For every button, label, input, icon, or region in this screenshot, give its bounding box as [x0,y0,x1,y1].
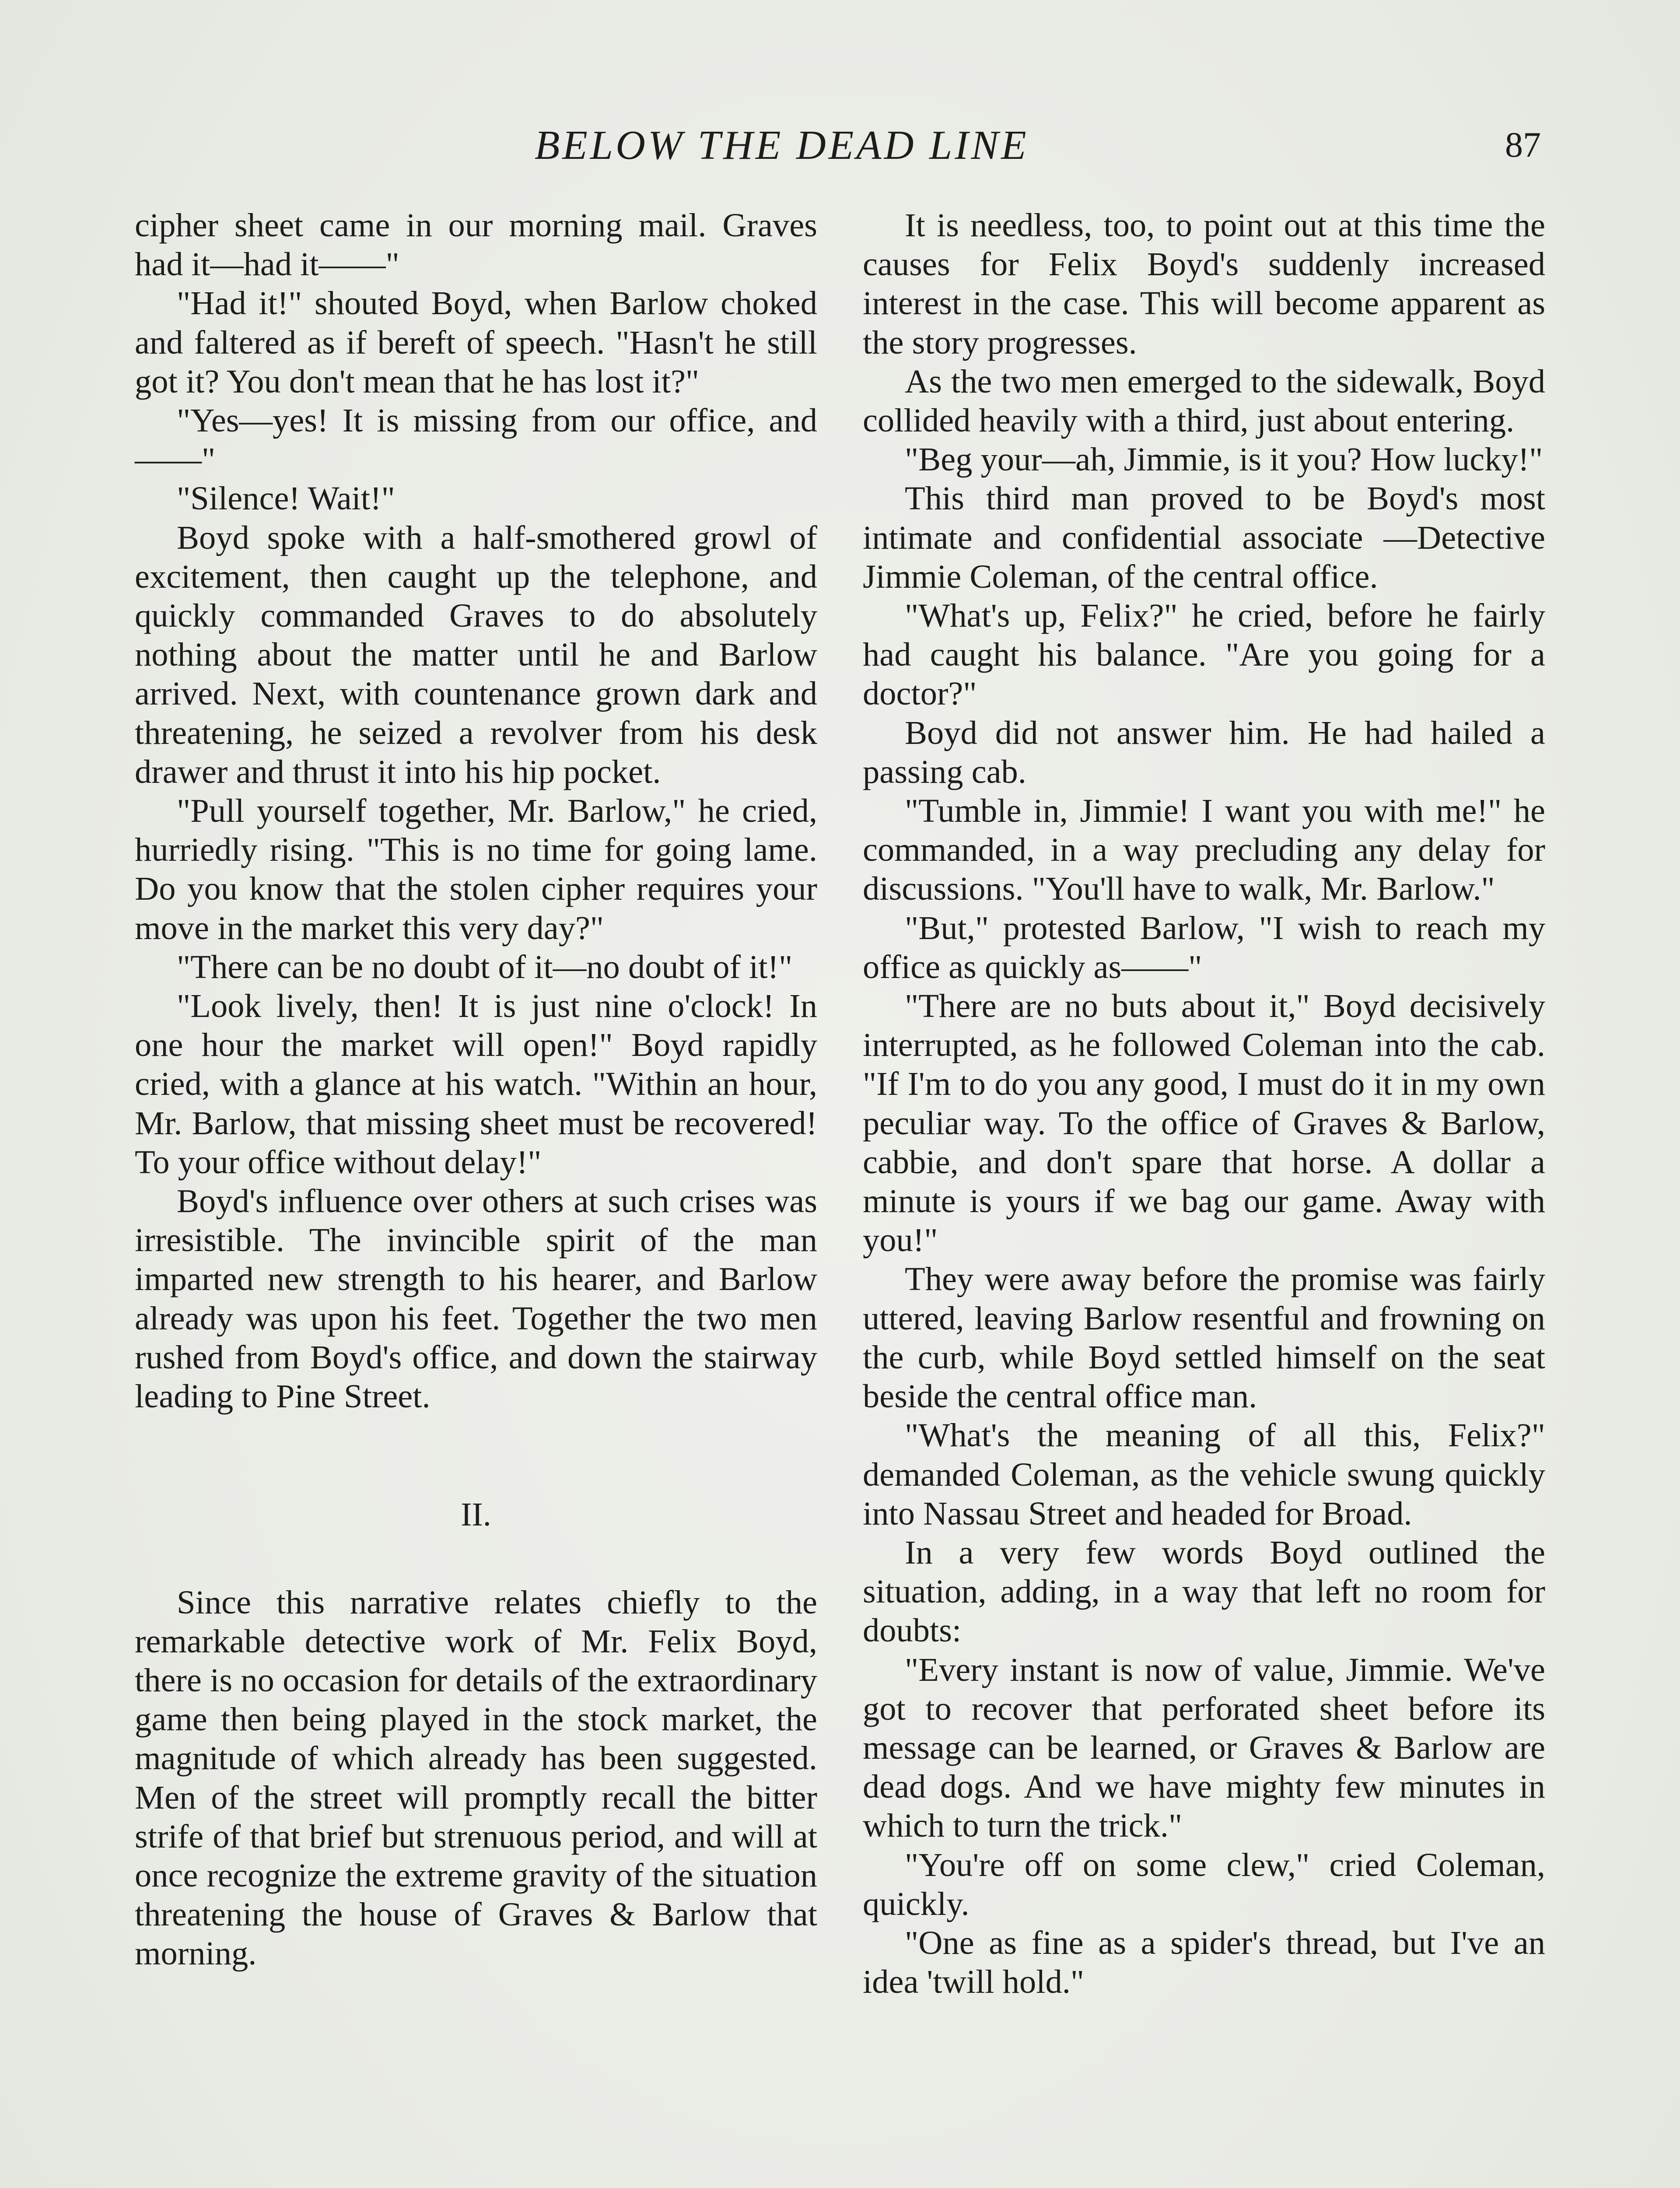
paragraph: "Beg your—ah, Jimmie, is it you? How lucky!" [905,441,1543,478]
paragraph: "What's the meaning of all this, Felix?" demanded Coleman, as the vehicle swung quickly into Nassau Street and headed for Broad. [863,1417,1545,1532]
paragraph: "Every instant is now of value, Jimmie. We've got to recover that perforated sheet before its message can be learned, or Graves & Barlow are dead dogs. And we have mighty few minutes in which to turn the trick." [863,1651,1545,1844]
paragraph: cipher sheet came in our morning mail. Graves had it—had it——" [135,207,817,283]
paragraph: "Look lively, then! It is just nine o'clock! In one hour the market will open!" Boyd rapidly cried, with a glance at his watch. "Within an hour, Mr. Barlow, that missing sheet must be recovered! To your office without delay!" [135,987,817,1181]
paragraph: "One as fine as a spider's thread, but I've an idea 'twill hold." [863,1924,1545,2001]
paragraph: "There are no buts about it," Boyd decisively interrupted, as he followed Coleman into the cab. "If I'm to do you any good, I must do it in my own peculiar way. To the office of Graves & Barlow, cabbie, and don't spare that horse. A dollar a minute is yours if we bag our game. Away with you!" [863,987,1545,1259]
paragraph: "Silence! Wait!" [177,480,395,517]
paragraph: In a very few words Boyd outlined the situation, adding, in a way that left no room for doubts: [863,1533,1545,1649]
paragraph: Boyd did not answer him. He had hailed a passing cab. [863,714,1545,790]
paragraph: Boyd's influence over others at such crises was irresistible. The invincible spirit of the man imparted new strength to his hearer, and Barlow already was upon his feet. Together the two men rushed from Boyd's office, and down the stairway leading to Pine Street. [135,1182,817,1415]
paragraph: Boyd spoke with a half-smothered growl of excitement, then caught up the telephone, and quickly commanded Graves to do absolutely nothing about the matter until he and Barlow arrived. Next, with countenance grown dark and threatening, he seized a revolver from his desk drawer and thrust it into his hip pocket. [135,519,817,790]
page-number: 87 [1505,125,1541,165]
paragraph: "Yes—yes! It is missing from our office, and——" [135,402,817,478]
paragraph: They were away before the promise was fairly uttered, leaving Barlow resentful and frowning on the curb, while Boyd settled himself on the seat beside the central office man. [863,1260,1545,1415]
paragraph: "You're off on some clew," cried Coleman, quickly. [863,1846,1545,1922]
paragraph: Since this narrative relates chiefly to the remarkable detective work of Mr. Felix Boyd, there is no occasion for details of the extraordinary game then being played in the stock market, the magnitude of which already has been suggested. Men of the street will promptly recall the bitter strife of that brief but strenuous period, and will at once recognize the extreme gravity of the situation threatening the house of Graves & Barlow that morning. [135,1583,817,1972]
running-title: BELOW THE DEAD LINE [535,123,1029,168]
paragraph: "But," protested Barlow, "I wish to reach my office as quickly as——" [863,909,1545,985]
paragraph: "What's up, Felix?" he cried, before he fairly had caught his balance. "Are you going for a doctor?" [863,597,1545,712]
paragraph: "Had it!" shouted Boyd, when Barlow choked and faltered as if bereft of speech. "Hasn't he still got it? You don't mean that he has lost it?" [135,284,817,400]
right-column [863,206,1545,2001]
page-header [0,122,1680,174]
paragraph: "Tumble in, Jimmie! I want you with me!" he commanded, in a way precluding any delay for discussions. "You'll have to walk, Mr. Barlow." [863,792,1545,908]
section-heading: II. [461,1496,491,1533]
paragraph: It is needless, too, to point out at this time the causes for Felix Boyd's suddenly increased interest in the case. This will become apparent as the story progresses. [863,207,1545,361]
paragraph: This third man proved to be Boyd's most intimate and confidential associate —Detective Jimmie Coleman, of the central office. [863,480,1545,595]
paragraph: As the two men emerged to the sidewalk, Boyd collided heavily with a third, just about entering. [863,362,1545,439]
paragraph: "There can be no doubt of it—no doubt of it!" [177,948,793,985]
paragraph: "Pull yourself together, Mr. Barlow," he cried, hurriedly rising. "This is no time for going lame. Do you know that the stolen cipher requires your move in the market this very day?" [135,792,817,947]
left-column [135,206,817,1973]
